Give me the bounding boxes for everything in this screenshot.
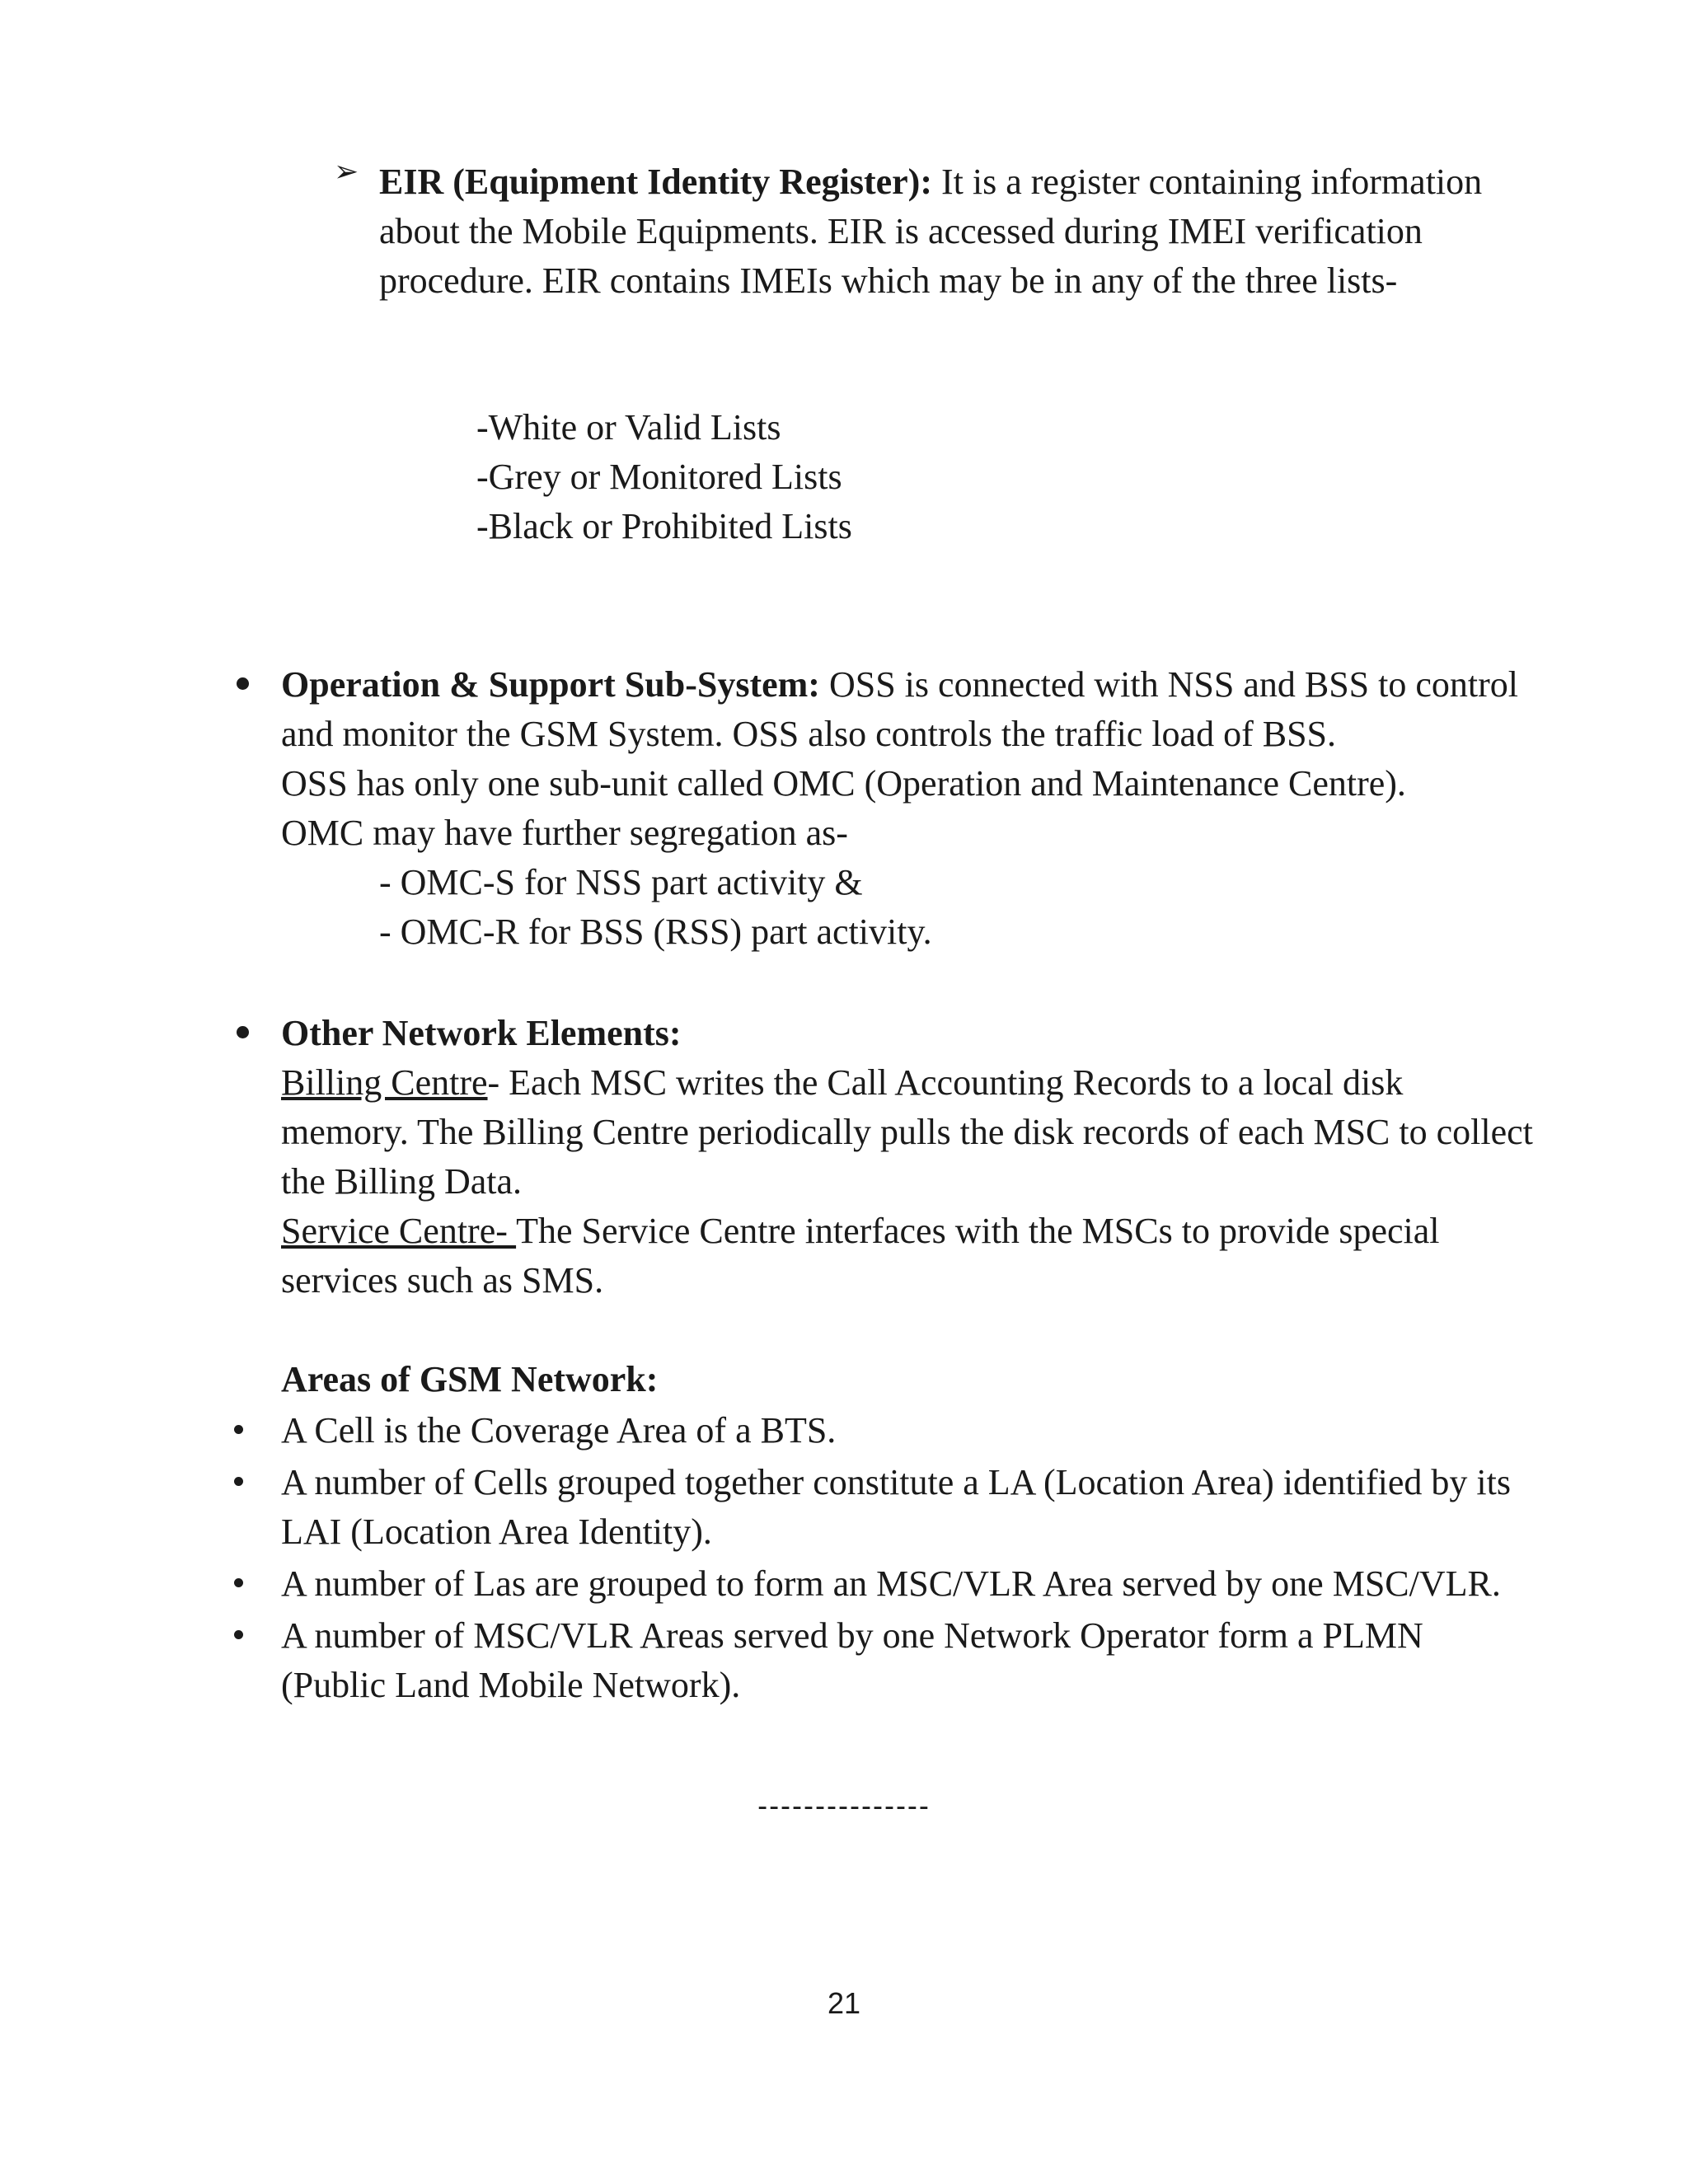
oss-sub-item: - OMC-R for BSS (RSS) part activity. [379, 912, 932, 952]
bullet-icon [237, 677, 249, 690]
service-line-2: services such as SMS. [281, 1260, 604, 1301]
eir-list-item: -White or Valid Lists [476, 407, 781, 448]
eir-line-3: procedure. EIR contains IMEIs which may be in any of the three lists- [379, 260, 1398, 301]
eir-list-item: -Grey or Monitored Lists [476, 457, 842, 497]
oss-sub-item: - OMC-S for NSS part activity & [379, 862, 863, 902]
section-separator: --------------- [757, 1788, 931, 1822]
service-centre-label: Service Centre- [281, 1211, 517, 1251]
other-title-line [281, 1008, 682, 1058]
bullet-icon [234, 1477, 243, 1486]
service-line-1: Service Centre- The Service Centre interfaces with the MSCs to provide special [281, 1211, 1440, 1251]
other-title: Other Network Elements: [281, 1013, 682, 1053]
billing-line-3: the Billing Data. [281, 1161, 523, 1202]
billing-line-2: memory. The Billing Centre periodically pulls the disk records of each MSC to collect [281, 1112, 1533, 1152]
areas-item: A number of Las are grouped to form an MSC/VLR Area served by one MSC/VLR. [281, 1563, 1501, 1604]
areas-title: Areas of GSM Network: [281, 1359, 659, 1399]
eir-line-2: about the Mobile Equipments. EIR is accessed during IMEI verification [379, 211, 1423, 251]
areas-item: A Cell is the Coverage Area of a BTS. [281, 1410, 837, 1451]
areas-item-continued: (Public Land Mobile Network). [281, 1665, 741, 1705]
bullet-icon [234, 1578, 243, 1587]
oss-line-2: and monitor the GSM System. OSS also controls the traffic load of BSS. [281, 714, 1337, 754]
oss-line-3: OSS has only one sub-unit called OMC (Operation and Maintenance Centre). [281, 763, 1406, 804]
areas-item: A number of Cells grouped together constitute a LA (Location Area) identified by its [281, 1462, 1511, 1502]
bullet-icon [234, 1425, 243, 1434]
arrow-bullet-icon: ➢ [334, 155, 359, 189]
billing-centre-label: Billing Centre [281, 1062, 488, 1103]
eir-list-item: -Black or Prohibited Lists [476, 506, 852, 546]
billing-line-1: Billing Centre- Each MSC writes the Call Accounting Records to a local disk [281, 1062, 1404, 1103]
areas-title-line [281, 1354, 658, 1404]
bullet-icon [234, 1630, 243, 1639]
page-number: 21 [827, 1986, 861, 2020]
areas-item-continued: LAI (Location Area Identity). [281, 1511, 712, 1552]
oss-title: Operation & Support Sub-System: [281, 664, 820, 705]
bullet-icon [237, 1026, 249, 1038]
areas-item: A number of MSC/VLR Areas served by one Network Operator form a PLMN [281, 1615, 1423, 1656]
eir-title: EIR (Equipment Identity Register): [379, 162, 932, 202]
oss-line-4: OMC may have further segregation as- [281, 813, 848, 853]
eir-line-1: EIR (Equipment Identity Register): It is a register containing information [379, 162, 1483, 202]
oss-line-1: Operation & Support Sub-System: OSS is connected with NSS and BSS to control [281, 664, 1518, 705]
